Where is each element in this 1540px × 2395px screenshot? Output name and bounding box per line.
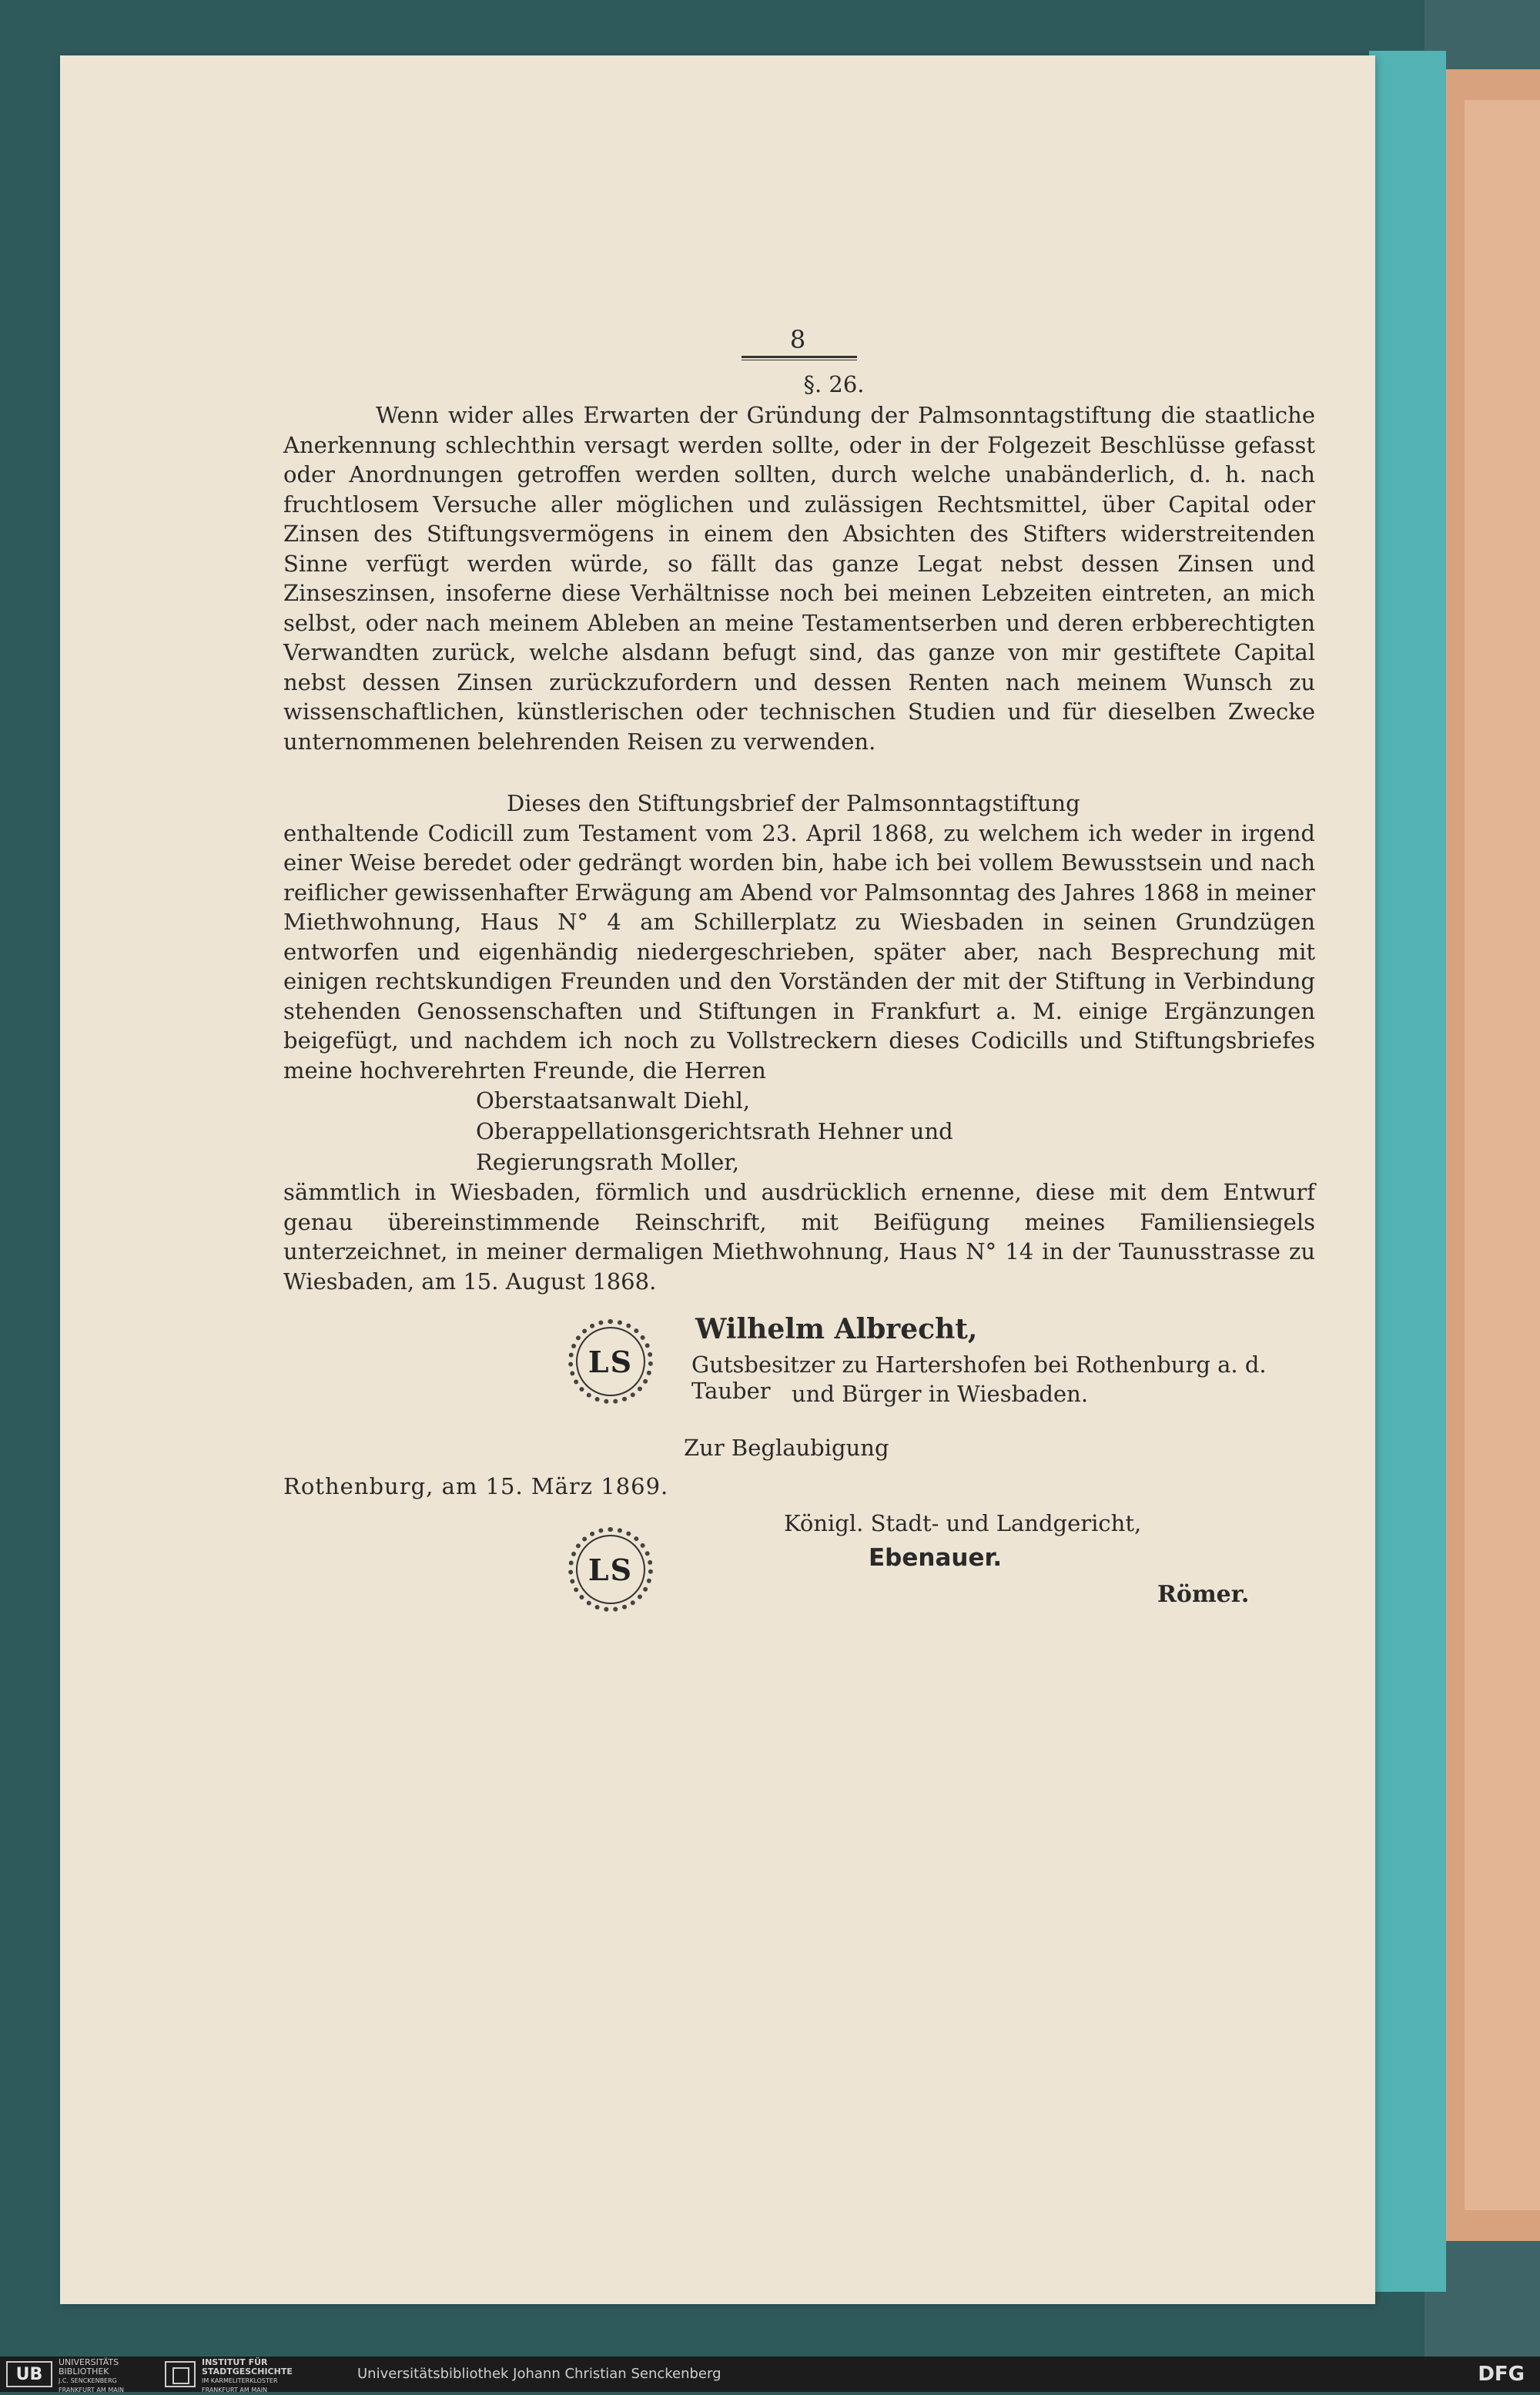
dfg-logo[interactable]: DFG xyxy=(1478,2363,1525,2386)
signer-residence: und Bürger in Wiesbaden. xyxy=(792,1381,1089,1407)
executor-name: Regierungsrath Moller, xyxy=(476,1149,740,1175)
institute-logo-text: INSTITUT FÜR STADTGESCHICHTE IM KARMELITERKLOSTER FRANKFURT AM MAIN xyxy=(202,2357,293,2393)
certifier-name: Ebenauer. xyxy=(869,1544,1003,1572)
seal-icon xyxy=(568,1319,653,1404)
page-content xyxy=(283,325,1315,1635)
court-name: Königl. Stadt- und Landgericht, xyxy=(784,1510,1142,1536)
certifier-name-2: Römer. xyxy=(1157,1581,1250,1608)
seal-label: LS xyxy=(576,1535,645,1604)
paragraph-3: sämmtlich in Wiesbaden, förmlich und ausdrücklich ernenne, diese mit dem Entwurf genau übereinstimmende Reinschrift, mit Beifügung meines Familiensiegels unterzeichnet, in meiner dermaligen Miethwohnung, Haus N° 14 in der Taunusstrasse zu Wiesbaden, am 15. August 1868. xyxy=(283,1179,1315,1295)
institute-logo-icon[interactable] xyxy=(165,2361,196,2387)
certification-place-date: Rothenburg, am 15. März 1869. xyxy=(283,1473,669,1499)
background-cardboard-inner xyxy=(1465,100,1540,2210)
paragraph-1: Wenn wider alles Erwarten der Gründung der Palmsonntagstiftung die staatliche Anerkennung schlechthin versagt werden sollte, oder in der Folgezeit Beschlüsse gefasst oder Anordnungen getroffen werden sollten, durch welche unabänderlich, d. h. nach fruchtlosem Versuche aller möglichen und zulässigen Rechtsmittel, über Capital oder Zinsen des Stiftungsvermögens in einem den Absichten des Stifters widerstreitenden Sinne verfügt werden würde, so fällt das ganze Legat nebst dessen Zinsen und Zinseszinsen, insoferne diese Verhältnisse noch bei meinen Lebzeiten eintreten, an mich selbst, oder nach meinem Ableben an meine Testamentserben und deren erbberechtigten Verwandten zurück, welche alsdann befugt sind, das ganze von mir gestiftete Capital nebst dessen Zinsen zurückzufordern und dessen Renten nach meinem Wunsch zu wissenschaftlichen, künstlerischen oder technischen Studien und für dieselben Zwecke unternommenen belehrenden Reisen zu verwenden. xyxy=(283,402,1315,755)
seal-label: LS xyxy=(576,1327,645,1396)
section-heading: §. 26. xyxy=(803,371,865,397)
executor-names xyxy=(283,1085,1315,1177)
ub-logo[interactable]: UB xyxy=(6,2361,52,2387)
certification-heading: Zur Beglaubigung xyxy=(684,1435,889,1461)
paragraph-2: enthaltende Codicill zum Testament vom 23. April 1868, zu welchem ich weder in irgend einer Weise beredet oder gedrängt worden bin, habe ich bei vollem Bewusstsein und nach reiflicher gewissenhafter Erwägung am Abend vor Palmsonntag des Jahres 1868 in meiner Miethwohnung, Haus N° 4 am Schillerplatz zu Wiesbaden in seinen Grundzügen entworfen und eigenhändig niedergeschrieben, später aber, nach Besprechung mit einigen rechtskundigen Freunden und den Vorständen der mit der Stiftung in Verbindung stehenden Genossenschaften und Stiftungen in Frankfurt a. M. einige Ergänzungen beigefügt, und nachdem ich noch zu Vollstreckern dieses Codicills und Stiftungsbriefes meine hochverehrten Freunde, die Herren xyxy=(283,819,1315,1084)
document-page xyxy=(60,55,1375,2304)
page-number: 8 xyxy=(789,325,806,354)
certification-block xyxy=(283,1435,1315,1635)
seal-icon xyxy=(568,1527,653,1612)
signature-block xyxy=(283,1313,1315,1413)
signer-title: Gutsbesitzer zu Hartershofen bei Rothenburg a. d. Tauber xyxy=(691,1352,1267,1404)
signer-name: Wilhelm Albrecht, xyxy=(695,1313,978,1345)
binding-strip xyxy=(1369,51,1446,2292)
library-name: Universitätsbibliothek Johann Christian Senckenberg xyxy=(357,2366,721,2382)
executor-name: Oberappellationsgerichtsrath Hehner und xyxy=(476,1118,953,1144)
viewer-footer xyxy=(0,2356,1540,2392)
paragraph-2-heading: Dieses den Stiftungsbrief der Palmsonntagstiftung xyxy=(507,790,1080,816)
executor-name: Oberstaatsanwalt Diehl, xyxy=(476,1087,751,1114)
header-rule xyxy=(742,356,857,358)
ub-logo-text: UNIVERSITÄTS BIBLIOTHEK J.C. SENCKENBERG FRANKFURT AM MAIN xyxy=(59,2357,125,2393)
